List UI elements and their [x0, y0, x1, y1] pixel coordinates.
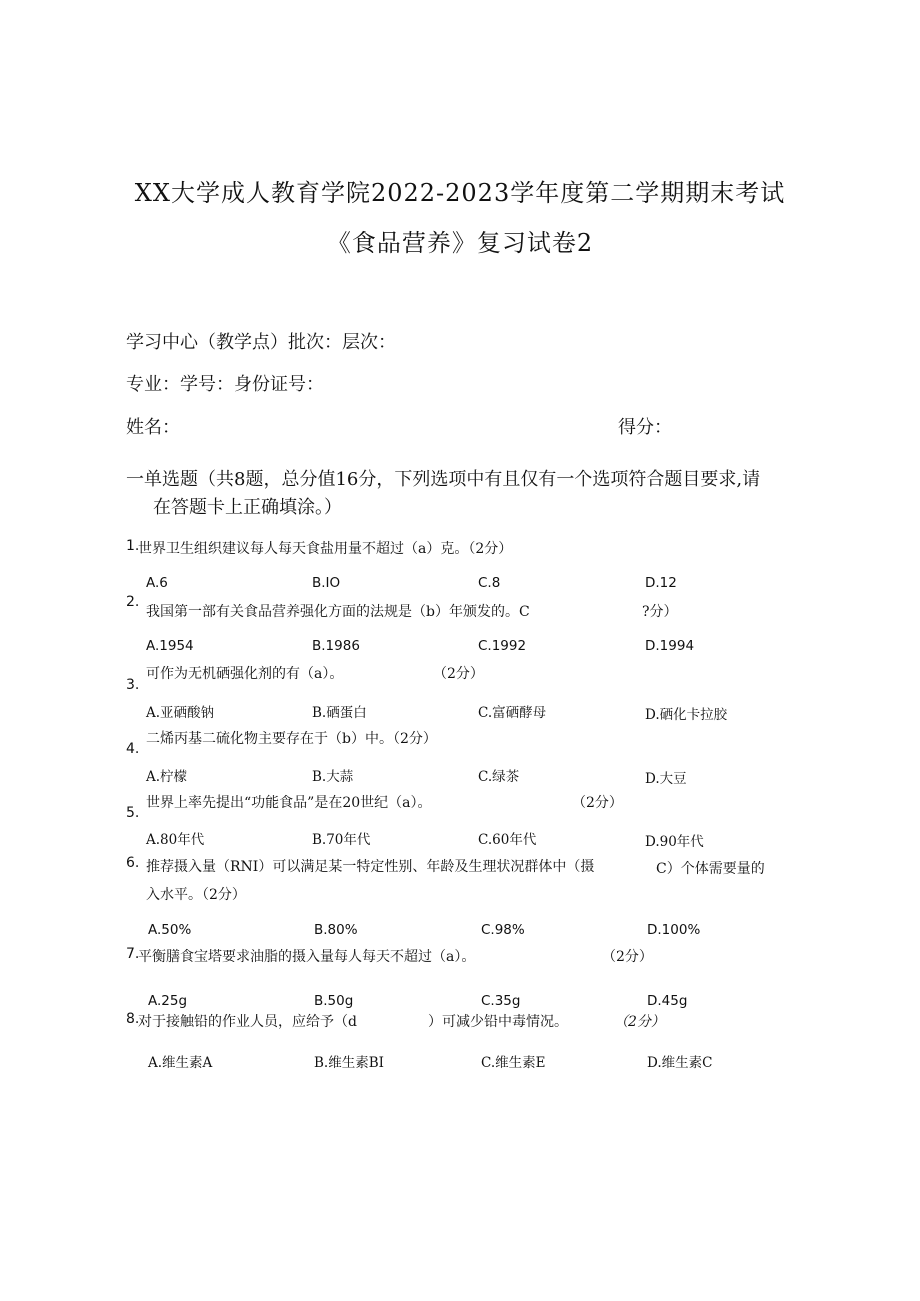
- option-d: D.90年代: [645, 834, 704, 850]
- question-score: （2分）: [602, 949, 653, 965]
- option-c: C.1992: [478, 638, 527, 654]
- option-b: B.IO: [312, 575, 341, 591]
- option-a: A.50%: [148, 922, 192, 938]
- option-c: C.98%: [481, 922, 525, 938]
- option-c: C.60年代: [478, 832, 537, 848]
- info-major-id: 专业：学号：身份证号：: [126, 374, 324, 395]
- option-c: C.维生素E: [481, 1055, 546, 1071]
- question-text: 对于接触铅的作业人员，应给予（d: [138, 1014, 357, 1030]
- option-a: A.柠檬: [146, 769, 188, 785]
- question-text-end: ）可减少铅中毒情况。: [428, 1014, 568, 1030]
- option-d: D.100%: [647, 922, 701, 938]
- question-text: 世界卫生组织建议每人每天食盐用量不超过（a）克。（2分）: [138, 541, 513, 557]
- question-number: 6.: [126, 855, 140, 871]
- question-number: 7.: [126, 946, 140, 962]
- question-text-cont: 入水平。（2分）: [146, 887, 246, 903]
- question-text: 我国第一部有关食品营养强化方面的法规是（b）年颁发的。C: [146, 604, 530, 620]
- option-b: B.维生素BI: [314, 1055, 384, 1071]
- option-d: D.硒化卡拉胶: [645, 707, 728, 723]
- option-a: A.80年代: [146, 832, 205, 848]
- question-text: 二烯丙基二硫化物主要存在于（b）中。（2分）: [146, 731, 437, 747]
- question-number: 5.: [126, 805, 140, 821]
- question-score: （2分）: [433, 666, 484, 682]
- option-c: C.绿茶: [478, 769, 520, 785]
- option-b: B.硒蛋白: [312, 705, 367, 721]
- info-study-center: 学习中心（教学点）批次：层次：: [126, 332, 396, 353]
- option-a: A.维生素A: [148, 1055, 213, 1071]
- section-heading-cont: 在答题卡上正确填涂。）: [153, 497, 342, 518]
- option-a: A.6: [146, 575, 168, 591]
- option-b: B.大蒜: [312, 769, 354, 785]
- option-c: C.35g: [481, 993, 521, 1009]
- option-a: A.1954: [146, 638, 194, 654]
- question-text: 世界上率先提出“功能食品”是在20世纪（a）。: [146, 795, 432, 811]
- question-number: 8.: [126, 1011, 140, 1027]
- option-a: A.25g: [148, 993, 188, 1009]
- option-d: D.1994: [645, 638, 695, 654]
- option-d: D.大豆: [645, 771, 687, 787]
- option-d: D.12: [645, 575, 677, 591]
- question-text: 平衡膳食宝塔要求油脂的摄入量每人每天不超过（a）。: [138, 949, 476, 965]
- question-score: ?分）: [642, 604, 678, 620]
- info-name-label: 姓名：: [126, 417, 180, 438]
- option-b: B.50g: [314, 993, 354, 1009]
- question-number: 1.: [126, 538, 140, 554]
- option-d: D.维生素C: [647, 1055, 713, 1071]
- option-b: B.80%: [314, 922, 358, 938]
- question-number: 3.: [126, 677, 140, 693]
- question-number: 4.: [126, 741, 140, 757]
- option-c: C.8: [478, 575, 501, 591]
- question-text: 可作为无机硒强化剂的有（a）。: [146, 666, 344, 682]
- exam-title: XX大学成人教育学院2022-2023学年度第二学期期末考试: [134, 179, 786, 207]
- option-d: D.45g: [647, 993, 688, 1009]
- option-c: C.富硒酵母: [478, 705, 547, 721]
- option-b: B.1986: [312, 638, 360, 654]
- question-number: 2.: [126, 594, 140, 610]
- exam-subtitle: 《食品营养》复习试卷2: [326, 229, 594, 257]
- info-score-label: 得分：: [618, 417, 672, 438]
- question-score: （2分）: [614, 1014, 665, 1030]
- question-text-end: C）个体需要量的: [656, 861, 765, 877]
- option-a: A.亚硒酸钠: [146, 705, 215, 721]
- question-text: 推荐摄入量（RNI）可以满足某一特定性别、年龄及生理状况群体中（摄: [146, 859, 595, 875]
- question-score: （2分）: [572, 795, 623, 811]
- option-b: B.70年代: [312, 832, 371, 848]
- section-heading: 一单选题（共8题，总分值16分，下列选项中有且仅有一个选项符合题目要求,请: [126, 469, 761, 490]
